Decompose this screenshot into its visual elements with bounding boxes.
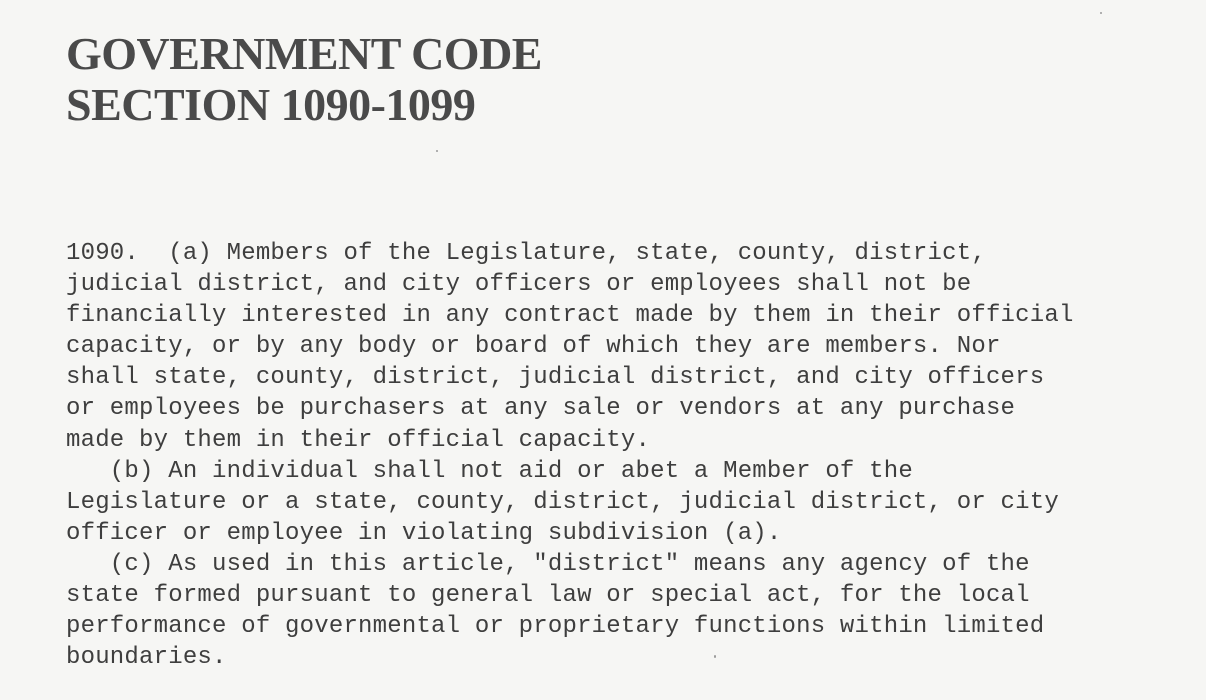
text-line: (b) An individual shall not aid or abet a Member of the	[66, 457, 913, 485]
text-line: performance of governmental or proprietary functions within limited	[66, 613, 1045, 641]
scan-speck	[714, 655, 716, 658]
text-line: (c) As used in this article, "district" means any agency of the	[66, 550, 1030, 578]
section-1090-text	[66, 238, 1206, 673]
text-line: Legislature or a state, county, district, judicial district, or city	[66, 488, 1059, 516]
text-line: capacity, or by any body or board of which they are members. Nor	[66, 333, 1001, 361]
text-line: made by them in their official capacity.	[66, 426, 651, 454]
text-line: financially interested in any contract made by them in their official	[66, 302, 1074, 330]
title-line-2: SECTION 1090-1099	[66, 79, 476, 130]
text-line: officer or employee in violating subdivision (a).	[66, 519, 782, 547]
text-line: boundaries.	[66, 644, 227, 672]
title-line-1: GOVERNMENT CODE	[66, 28, 542, 79]
scan-speck	[436, 150, 438, 152]
text-line: or employees be purchasers at any sale or vendors at any purchase	[66, 395, 1016, 423]
text-line: state formed pursuant to general law or special act, for the local	[66, 582, 1030, 610]
document-title	[66, 28, 542, 130]
scan-speck	[1100, 12, 1102, 14]
text-line: judicial district, and city officers or employees shall not be	[66, 271, 972, 299]
text-line: 1090. (a) Members of the Legislature, state, county, district,	[66, 240, 986, 267]
text-line: shall state, county, district, judicial district, and city officers	[66, 364, 1045, 392]
